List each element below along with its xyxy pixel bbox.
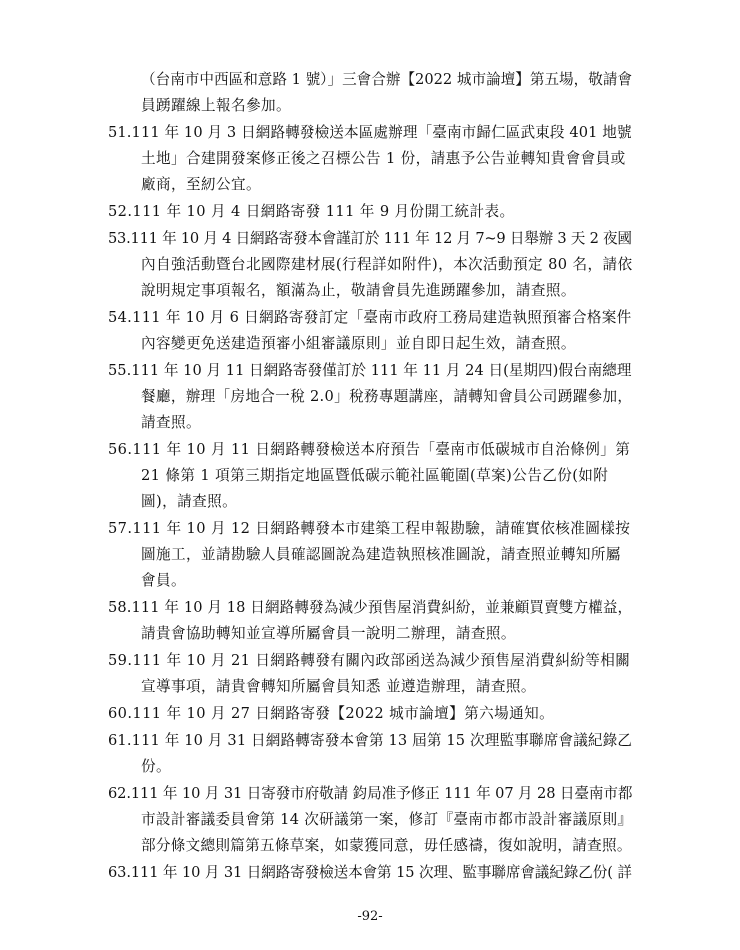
- text-line: 58.111 年 10 月 18 日網路轉發為減少預售屋消費糾紛，並兼顧買賣雙方權益，: [108, 599, 633, 616]
- page-number: -92-: [357, 909, 383, 924]
- text-line: 餐廳，辦理「房地合一稅 2.0」稅務專題講座，請轉知會員公司踴躍參加，: [141, 388, 633, 405]
- text-line: 內自強活動暨台北國際建材展(行程詳如附件)，本次活動預定 80 名，請依: [141, 256, 633, 273]
- text-line: 份。: [141, 758, 171, 775]
- text-line: 21 條第 1 項第三期指定地區暨低碳示範社區範圍(草案)公告乙份(如附: [141, 467, 609, 484]
- text-line: 請查照。: [141, 414, 201, 431]
- text-line: 60.111 年 10 月 27 日網路寄發【2022 城市論壇】第六場通知。: [108, 705, 555, 722]
- text-line: 土地」合建開發案修正後之召標公告 1 份，請惠予公告並轉知貴會會員或: [141, 150, 626, 167]
- text-line: 57.111 年 10 月 12 日網路轉發本市建築工程申報勘驗，請確實依核准圖樣按: [108, 520, 631, 537]
- text-line: 51.111 年 10 月 3 日網路轉發檢送本區處辦理「臺南市歸仁區武東段 401 地號: [108, 124, 632, 141]
- text-line: 部分條文總則篇第五條草案，如蒙獲同意，毋任感禱，復如說明，請查照。: [141, 837, 632, 854]
- text-line: 說明規定事項報名，額滿為止，敬請會員先進踴躍參加，請查照。: [141, 282, 576, 299]
- text-line: 62.111 年 10 月 31 日寄發市府敬請 鈞局准予修正 111 年 07 月 28 日臺南市都: [108, 785, 633, 802]
- text-line: 會員。: [141, 572, 186, 589]
- text-line: 圖施工，並請勘驗人員確認圖說為建造執照核准圖說，請查照並轉知所屬: [141, 546, 621, 563]
- text-line: 59.111 年 10 月 21 日網路轉發有關內政部函送為減少預售屋消費糾紛等相關: [108, 652, 631, 669]
- text-line: 廠商，至紉公宜。: [141, 176, 261, 193]
- text-line: 53.111 年 10 月 4 日網路寄發本會謹訂於 111 年 12 月 7~9 日舉辦 3 天 2 夜國: [108, 230, 632, 247]
- text-line: 55.111 年 10 月 11 日網路寄發僅訂於 111 年 11 月 24 日(星期四)假台南總理: [108, 362, 632, 379]
- text-line: 61.111 年 10 月 31 日網路轉寄發本會第 13 屆第 15 次理監事聯席會議紀錄乙: [108, 732, 633, 749]
- text-line: 內容變更免送建造預審小組審議原則」並自即日起生效，請查照。: [141, 335, 576, 352]
- text-line: 市設計審議委員會第 14 次研議第一案，修訂『臺南市都市設計審議原則』: [141, 811, 633, 828]
- text-line: 宣導事項，請貴會轉知所屬會員知悉 並遵造辦理，請查照。: [141, 678, 536, 695]
- text-line: 員踴躍線上報名參加。: [141, 97, 291, 114]
- text-line: 圖)，請查照。: [141, 493, 238, 510]
- text-line: 52.111 年 10 月 4 日網路寄發 111 年 9 月份開工統計表。: [108, 203, 515, 220]
- text-line: 54.111 年 10 月 6 日網路寄發訂定「臺南市政府工務局建造執照預審合格案件: [108, 309, 632, 326]
- text-line: 63.111 年 10 月 31 日網路寄發檢送本會第 15 次理、監事聯席會議紀錄乙份( 詳: [108, 864, 632, 881]
- text-line: 56.111 年 10 月 11 日網路轉發檢送本府預告「臺南市低碳城市自治條例」第: [108, 441, 631, 458]
- text-line: （台南市中西區和意路 1 號）」三會合辦【2022 城市論壇】第五場，敬請會: [141, 71, 633, 88]
- text-line: 請貴會協助轉知並宣導所屬會員一說明二辦理，請查照。: [141, 625, 516, 642]
